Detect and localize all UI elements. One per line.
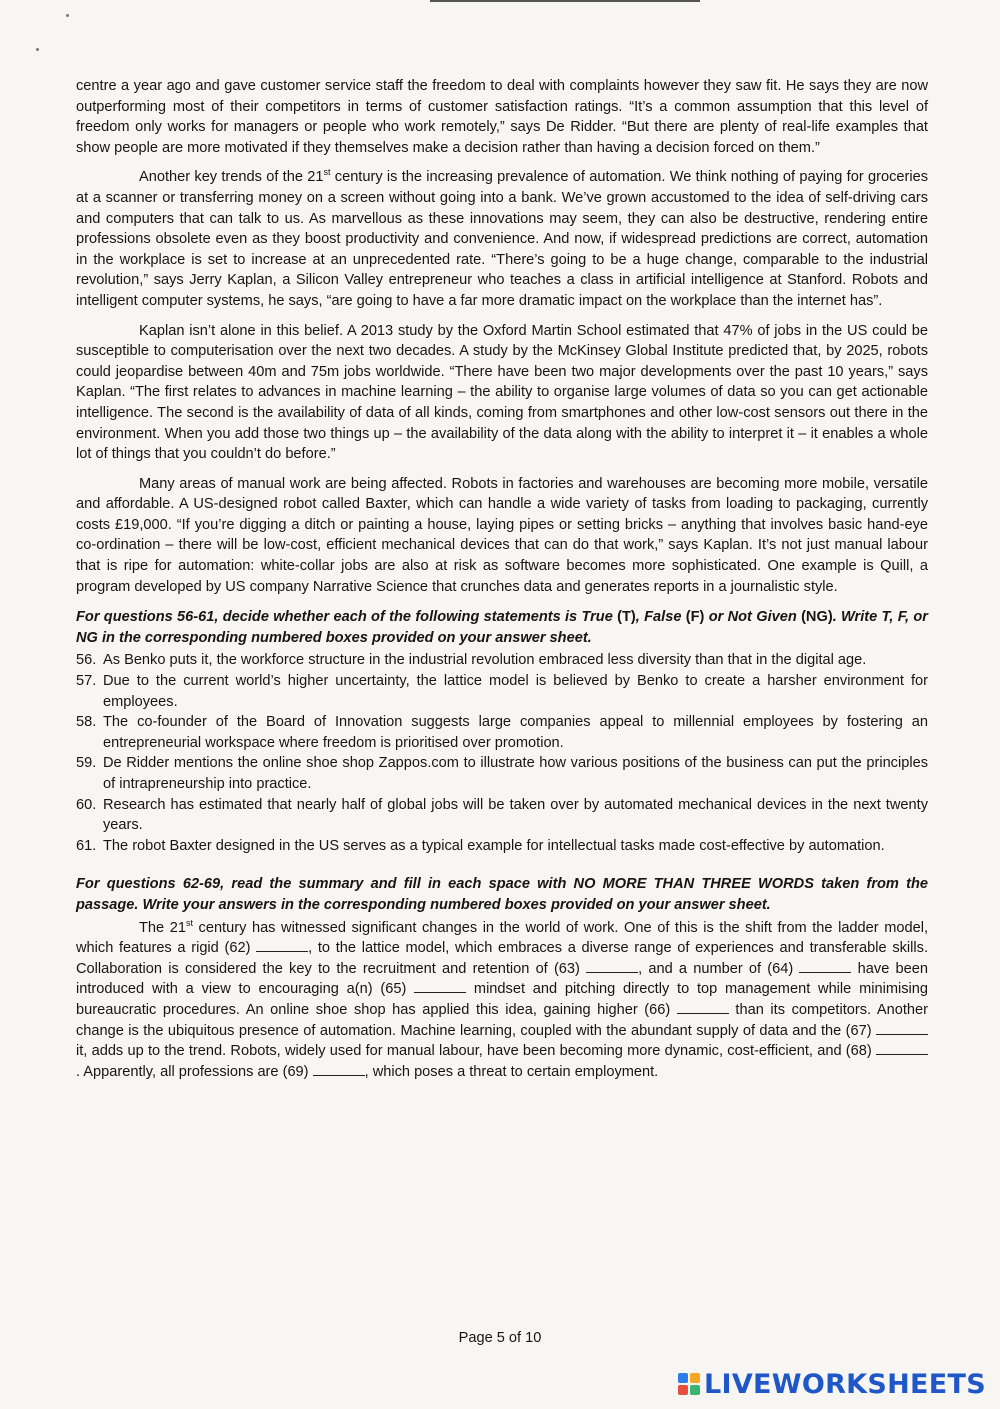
scan-speck — [66, 14, 69, 17]
passage-paragraph-1: centre a year ago and gave customer service staff the freedom to deal with complaints however they saw fit. He says they are now outperforming most of their competitors in terms of customer satisfaction ratings. “It’s a common assumption that this level of freedom only works for managers or people who work remotely,” says De Ridder. “But there are plenty of real-life examples that show people are more motivated if they themselves make a decision rather than having a decision forced on them.” — [76, 78, 928, 156]
passage-paragraph-2: Another key trends of the 21st century is the increasing prevalence of automation. We think nothing of paying for groceries at a scanner or transferring money on a screen without going into a bank. We’ve grown accustomed to the idea of self-driving cars and computers that can talk to us. As marvellous as these innovations may seem, they can also be destructive, rendering entire professions obsolete even as they boost productivity and convenience. And now, if widespread predictions are correct, automation in the workplace is set to increase at an unprecedented rate. “There’s going to be a huge change, comparable to the industrial revolution,” says Jerry Kaplan, a Silicon Valley entrepreneur who teaches a class in artificial intelligence at Stanford. Robots and intelligent computer systems, he says, “are going to have a far more dramatic impact on the workplace than the internet has”. — [76, 167, 928, 309]
answer-blank-69[interactable] — [313, 1063, 365, 1076]
liveworksheets-logo-icon — [678, 1373, 700, 1395]
answer-blank-63[interactable] — [586, 960, 638, 973]
answer-blank-65[interactable] — [414, 980, 466, 993]
liveworksheets-logo-text: LIVEWORKSHEETS — [703, 1368, 986, 1400]
summary-instruction: For questions 62-69, read the summary and fill in each space with NO MORE THAN THREE WORDS taken from the passage. Write your answers in the corresponding numbered boxes provided on your answer sheet. — [76, 876, 928, 913]
tf-question-list — [76, 650, 928, 856]
summary-paragraph: The 21st century has witnessed significant changes in the world of work. One of this is the shift from the ladder model, which features a rigid (62) , to the lattice model, which embraces a diverse range of experiences and transferable skills. Collaboration is considered the key to the recruitment and retention of (63) , and a number of (64) have been introduced with a view to encouraging a(n) (65) mindset and pitching directly to top management while minimising bureaucratic procedures. An online shoe shop has applied this idea, gaining higher (66) than its competitors. Another change is the ubiquitous presence of automation. Machine learning, coupled with the abundant supply of data and the (67) it, adds up to the trend. Robots, widely used for manual labour, have been becoming more dynamic, cost-efficient, and (68) . Apparently, all professions are (69) , which poses a threat to certain employment. — [76, 917, 929, 1080]
tf-question-61: 61. The robot Baxter designed in the US serves as a typical example for intellectual tasks made cost-effective by automation. — [76, 837, 885, 854]
answer-blank-62[interactable] — [256, 939, 308, 952]
tf-question-58: 58. The co-founder of the Board of Innovation suggests large companies appeal to millennial employees by fostering an entrepreneurial workspace where freedom is prioritised over promotion. — [76, 714, 928, 751]
liveworksheets-logo[interactable] — [678, 1369, 986, 1399]
answer-blank-67[interactable] — [876, 1022, 928, 1035]
tf-instruction: For questions 56-61, decide whether each of the following statements is True (T), False (F) or Not Given (NG). Write T, F, or NG in the corresponding numbered boxes provided on your answer sheet. — [76, 609, 928, 646]
passage-content — [76, 76, 928, 1082]
tf-question-60: 60. Research has estimated that nearly half of global jobs will be taken over by automated mechanical devices in the next twenty years. — [76, 796, 928, 834]
answer-blank-66[interactable] — [677, 1001, 729, 1014]
page-number: Page 5 of 10 — [458, 1330, 542, 1346]
answer-blank-68[interactable] — [876, 1042, 928, 1055]
answer-blank-64[interactable] — [799, 960, 851, 973]
passage-paragraph-3: Kaplan isn’t alone in this belief. A 2013 study by the Oxford Martin School estimated that 47% of jobs in the US could be susceptible to computerisation over the next two decades. A study by the McKinsey Global Institute predicted that, by 2025, robots could jeopardise between 40m and 75m jobs worldwide. “There have been two major developments over the past 10 years,” says Kaplan. “The first relates to advances in machine learning – the ability to organise large volumes of data so you can get actionable intelligence. The second is the availability of data of all kinds, coming from smartphones and other low-cost sensors out there in the environment. When you add those two things up – the availability of the data along with the ability to interpret it – it enables a whole lot of things that you couldn’t do before.” — [76, 322, 928, 463]
passage-paragraph-4: Many areas of manual work are being affected. Robots in factories and warehouses are becoming more mobile, versatile and affordable. A US-designed robot called Baxter, which can handle a wide variety of tasks from loading to packaging, currently costs £19,000. “If you’re digging a ditch or painting a house, laying pipes or setting bricks – anything that involves basic hand-eye co-ordination – there will be low-cost, efficient mechanical devices that can do that work,” says Kaplan. It’s not just manual labour that is ripe for automation: white-collar jobs are also at risk as software becomes more sophisticated. One example is Quill, a program developed by US company Narrative Science that crunches data and generates reports in a journalistic style. — [76, 475, 928, 595]
tf-question-57: 57. Due to the current world’s higher uncertainty, the lattice model is believed by Benko to create a harsher environment for employees. — [76, 673, 928, 710]
tf-question-56: 56. As Benko puts it, the workforce structure in the industrial revolution embraced less diversity than that in the digital age. — [76, 652, 867, 669]
scan-speck — [36, 48, 39, 51]
tf-question-59: 59. De Ridder mentions the online shoe shop Zappos.com to illustrate how various positions of the business can put the principles of intrapreneurship into practice. — [76, 755, 928, 792]
scan-top-line — [430, 0, 700, 2]
